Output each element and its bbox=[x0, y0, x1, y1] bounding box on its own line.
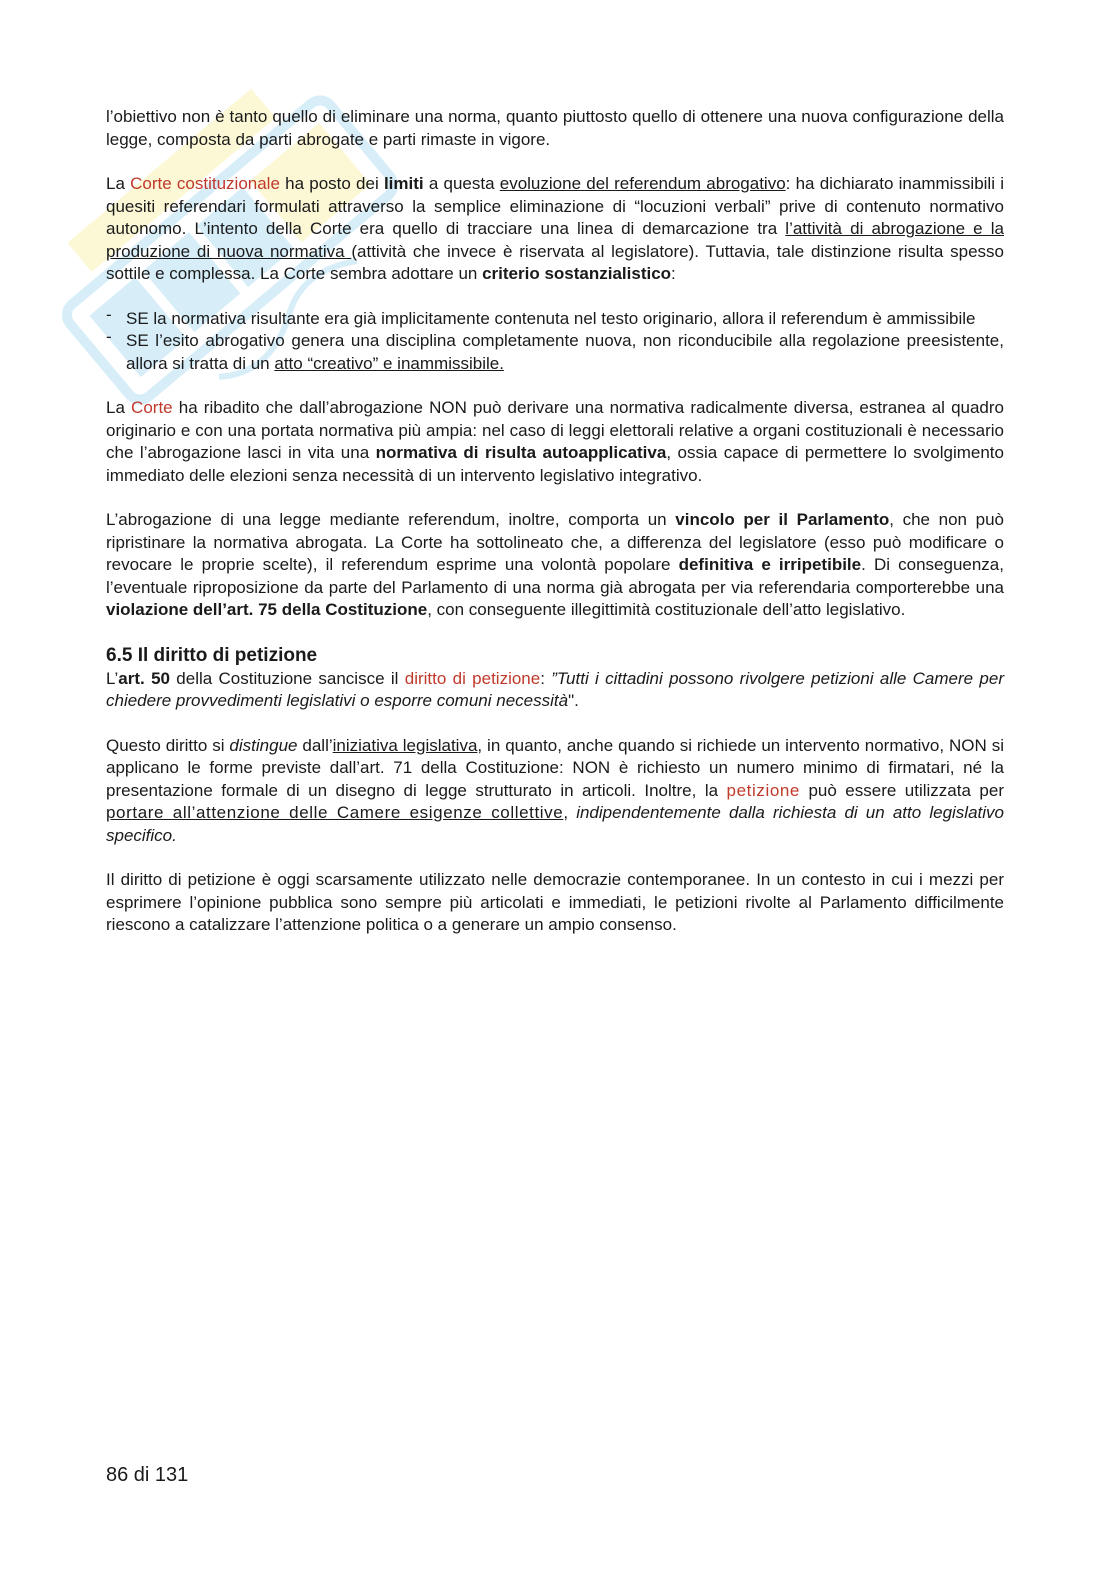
bold-limiti: limiti bbox=[383, 174, 424, 193]
underline-portare: portare all’attenzione delle Camere esigenze collettive bbox=[106, 803, 564, 822]
bold-definitiva: definitiva e irripetibile bbox=[678, 555, 862, 574]
underline-iniziativa: iniziativa legislativa bbox=[332, 735, 478, 755]
criteria-list bbox=[106, 304, 1004, 376]
underline-atto-creativo: atto “creativo” e inammissibile. bbox=[274, 353, 504, 373]
paragraph-conclusion: Il diritto di petizione è oggi scarsamente utilizzato nelle democrazie contemporanee. In un contesto in cui i mezzi per esprimere l’opinione pubblica sono sempre più articolati e immediati, le petizioni rivolte al Parlamento difficilmente riescono a catalizzare l’attenzione politica o a generare un ampio consenso. bbox=[106, 870, 1004, 934]
highlight-petizione: petizione bbox=[726, 780, 800, 800]
italic-distingue: distingue bbox=[229, 735, 298, 755]
highlight-corte-costituzionale: Corte costituzionale bbox=[130, 174, 280, 193]
paragraph-vincolo: L’abrogazione di una legge mediante referendum, inoltre, comporta un vincolo per il Parlamento, che non può ripristinare la normativa abrogata. La Corte ha sottolineato che, a differenza del legislatore (esso può modificare o revocare le proprie scelte), il referendum esprime una volontà popolare definitiva e irripetibile. Di conseguenza, l’eventuale riproposizione da parte del Parlamento di una norma già abrogata per via referendaria comporterebbe una violazione dell’art. 75 della Costituzione, con conseguente illegittimità costituzionale dell’atto legislativo. bbox=[106, 510, 1004, 619]
bold-normativa-risulta: normativa di risulta autoapplicativa bbox=[375, 443, 667, 462]
paragraph-distingue: Questo diritto si distingue dall’iniziativa legislativa, in quanto, anche quando si richiede un intervento normativo, NON si applicano le forme previste dall’art. 71 della Costituzione: NON è richiesto un numero minimo di firmatari, né la presentazione formale di un disegno di legge strutturato in articoli. Inoltre, la petizione può essere utilizzata per portare all’attenzione delle Camere esigenze collettive, indipendentemente dalla richiesta di un atto legislativo specifico. bbox=[106, 735, 1005, 845]
bold-violazione: violazione dell’art. 75 della Costituzione bbox=[106, 600, 428, 619]
underline-evoluzione: evoluzione del referendum abrogativo bbox=[499, 174, 786, 193]
paragraph-intro: l’obiettivo non è tanto quello di eliminare una norma, quanto piuttosto quello di ottenere una nuova configurazione della legge, composta da parti abrogate e parti rimaste in vigore. bbox=[106, 107, 1004, 149]
paragraph-art50: L’art. 50 della Costituzione sancisce il diritto di petizione: ”Tutti i cittadini possono rivolgere petizioni alle Camere per chiedere provvedimenti legislativi o esporre comuni necessità". bbox=[106, 668, 1005, 710]
list-item: - SE la normativa risultante era già implicitamente contenuta nel testo originario, allora il referendum è ammissibile bbox=[106, 304, 976, 328]
dash-bullet: - bbox=[106, 304, 112, 324]
bold-art50: art. 50 bbox=[118, 668, 170, 688]
highlight-diritto-petizione: diritto di petizione bbox=[404, 668, 541, 688]
bold-criterio: criterio sostanzialistico bbox=[482, 264, 672, 283]
list-item: - SE l’esito abrogativo genera una disciplina completamente nuova, non riconducibile alla regolazione preesistente, allora si tratta di un atto “creativo” e inammissibile. bbox=[106, 327, 1004, 373]
page-number: 86 di 131 bbox=[106, 1464, 189, 1486]
paragraph-corte-limits: La Corte costituzionale ha posto dei limiti a questa evoluzione del referendum abrogativo: ha dichiarato inammissibili i quesiti referendari formulati attraverso la semplice eliminazione di “locuzioni verbali” prive di contenuto normativo autonomo. L’intento della Corte era quello di tracciare una linea di demarcazione tra l’attività di abrogazione e la produzione di nuova normativa (attività che invece è riservata al legislatore). Tuttavia, tale distinzione risulta spesso sottile e complessa. La Corte sembra adottare un criterio sostanzialistico: bbox=[106, 174, 1005, 283]
underline-attivita: l’attività di abrogazione e la produzione di nuova normativa bbox=[106, 219, 1004, 261]
italic-indipendentemente: indipendentemente dalla richiesta di un atto legislativo specifico. bbox=[106, 803, 1004, 845]
section-heading: 6.5 Il diritto di petizione bbox=[106, 644, 318, 666]
bold-vincolo: vincolo per il Parlamento bbox=[675, 510, 890, 529]
document-body bbox=[106, 106, 1004, 937]
paragraph-corte-ribadito: La Corte ha ribadito che dall’abrogazione NON può derivare una normativa radicalmente diversa, estranea al quadro originario e con una portata normativa più ampia: nel caso di leggi elettorali relative a organi costituzionali è necessario che l’abrogazione lasci in vita una normativa di risulta autoapplicativa, ossia capace di permettere lo svolgimento immediato delle elezioni senza necessità di un intervento legislativo integrativo. bbox=[106, 398, 1005, 485]
quote-art50: ”Tutti i cittadini possono rivolgere petizioni alle Camere per chiedere provvedimenti legislativi o esporre comuni necessità bbox=[106, 668, 1005, 710]
highlight-corte: Corte bbox=[131, 398, 173, 417]
dash-bullet: - bbox=[106, 327, 112, 346]
